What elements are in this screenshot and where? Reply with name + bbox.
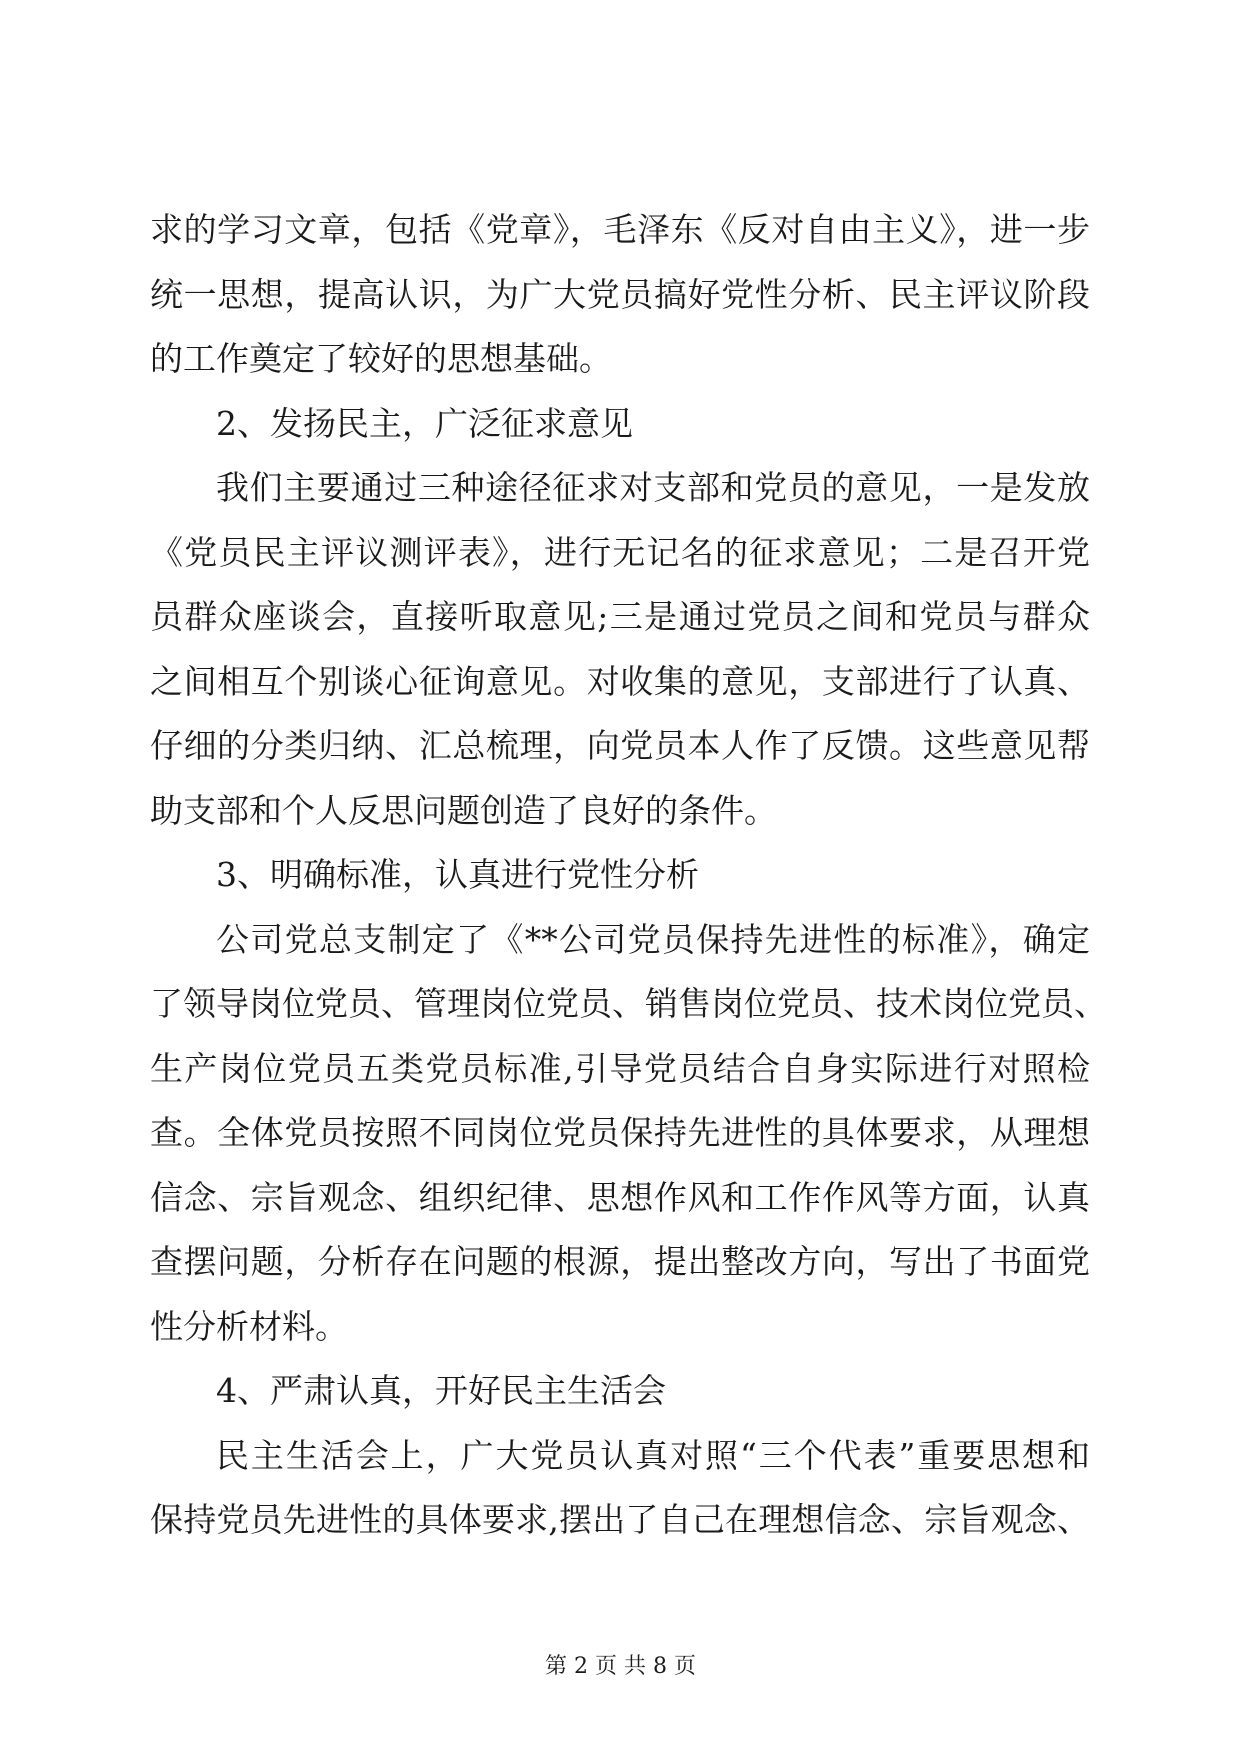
text-line: 助支部和个人反思问题创造了良好的条件。	[150, 790, 777, 830]
text-line: 查。全体党员按照不同岗位党员保持先进性的具体要求，从理想	[150, 1113, 1090, 1152]
text-line: 查摆问题，分析存在问题的根源，提出整改方向，写出了书面党	[150, 1242, 1090, 1281]
text-line: 之间相互个别谈心征询意见。对收集的意见，支部进行了认真、	[150, 661, 1090, 701]
text-line: 员群众座谈会，直接听取意见;三是通过党员之间和党员与群众	[150, 597, 1090, 636]
paragraph-first-line: 公司党总支制定了《**公司党员保持先进性的标准》，确定	[216, 919, 1090, 959]
paragraph-first-line: 民主生活会上，广大党员认真对照“三个代表”重要思想和	[216, 1435, 1090, 1475]
document-body	[150, 198, 1107, 1553]
text-line: 《党员民主评议测评表》，进行无记名的征求意见；二是召开党	[150, 532, 1090, 572]
text-line: 生产岗位党员五类党员标准,引导党员结合自身实际进行对照检	[150, 1048, 1090, 1088]
text-line: 的工作奠定了较好的思想基础。	[150, 339, 612, 378]
section-heading: 3、明确标准，认真进行党性分析	[216, 855, 699, 894]
text-line: 信念、宗旨观念、组织纪律、思想作风和工作作风等方面，认真	[150, 1177, 1090, 1217]
text-line: 保持党员先进性的具体要求,摆出了自己在理想信念、宗旨观念、	[150, 1500, 1090, 1539]
section-heading: 2、发扬民主，广泛征求意见	[216, 403, 633, 443]
text-line: 仔细的分类归纳、汇总梳理，向党员本人作了反馈。这些意见帮	[150, 726, 1090, 765]
text-line: 性分析材料。	[150, 1306, 348, 1346]
text-line: 求的学习文章，包括《党章》，毛泽东《反对自由主义》，进一步	[150, 210, 1090, 249]
text-line: 统一思想，提高认识，为广大党员搞好党性分析、民主评议阶段	[150, 274, 1090, 314]
text-line: 了领导岗位党员、管理岗位党员、销售岗位党员、技术岗位党员、	[150, 984, 1107, 1023]
page-number-footer: 第 2 页 共 8 页	[545, 1654, 696, 1679]
section-heading: 4、严肃认真，开好民主生活会	[216, 1371, 666, 1410]
paragraph-first-line: 我们主要通过三种途径征求对支部和党员的意见，一是发放	[216, 468, 1090, 507]
